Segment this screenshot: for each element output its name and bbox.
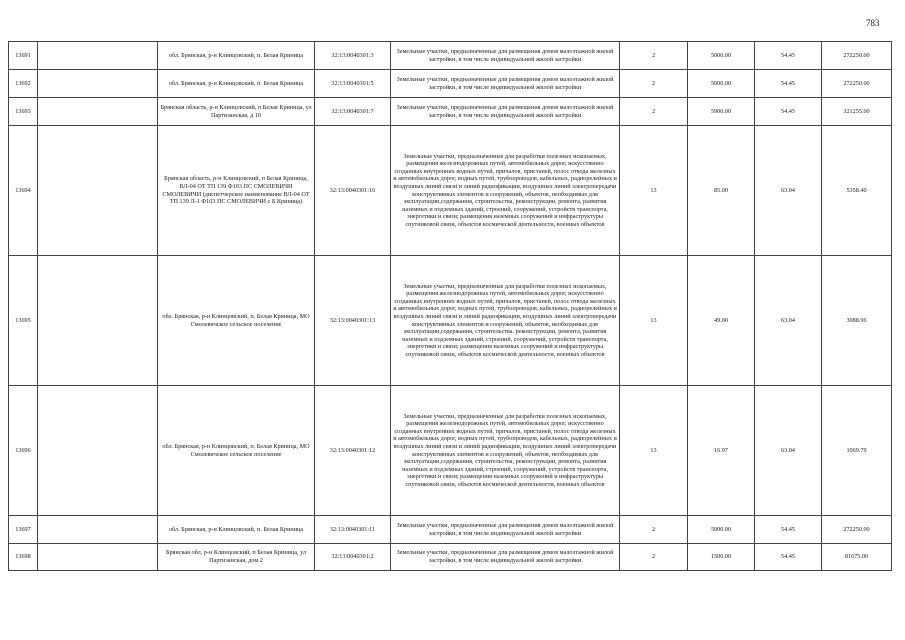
row-number: 13698 [9, 544, 38, 571]
group-cell: 2 [620, 544, 688, 571]
row-number: 13695 [9, 256, 38, 386]
blank-cell [38, 386, 158, 516]
address-cell: обл. Брянская, р-н Клинцовский, п. Белая Криница [158, 42, 315, 70]
blank-cell [38, 126, 158, 256]
address-cell: обл. Брянская, р-н Клинцовский, п. Белая Криница [158, 70, 315, 98]
blank-cell [38, 544, 158, 571]
cadastre-table [8, 41, 892, 571]
blank-cell [38, 98, 158, 126]
cadastral-number-cell: 32:13:0040301:11 [315, 516, 391, 544]
table-row [9, 70, 892, 98]
cadastral-value-cell: 272250.00 [822, 70, 892, 98]
blank-cell [38, 256, 158, 386]
rate-cell: 54.45 [755, 42, 822, 70]
blank-cell [38, 516, 158, 544]
cadastral-number-cell: 32:13:0040301:16 [315, 126, 391, 256]
area-cell: 5900.00 [688, 98, 755, 126]
land-use-cell: Земельные участки, предназначенные для размещения домов малоэтажной жилой застройки, в том числе индивидуальной жилой застройки [391, 42, 620, 70]
group-cell: 13 [620, 256, 688, 386]
land-use-cell: Земельные участки, предназначенные для разработки полезных ископаемых, размещения железнодорожных путей, автомобильных дорог, искусственно созданных внутренних водных путей, причалов, пристаней, полос отвода железных и автомобильных дорог, водных путей, трубопроводов, кабельных, радиорелейных и воздушных линий связи и линий радиофикации, воздушных линий электропередачи конструктивных элементов и сооружений, объектов, необходимых для эксплуатации,содержания, строительства, реконструкции, ремонта, развития наземных и подземных зданий, строений, сооружений, устройств транспорта, энергетики и связи; размещения наземных сооружений и инфраструктуры спутниковой связи, объектов космической деятельности, военных объектов [391, 256, 620, 386]
page-number: 783 [866, 18, 880, 28]
rate-cell: 63.04 [755, 126, 822, 256]
area-cell: 85.00 [688, 126, 755, 256]
group-cell: 2 [620, 70, 688, 98]
group-cell: 13 [620, 386, 688, 516]
group-cell: 13 [620, 126, 688, 256]
rate-cell: 63.04 [755, 386, 822, 516]
address-cell: Брянская область, р-н Клинцовский, п Белая Криница, ул Партизанская, д 10 [158, 98, 315, 126]
cadastral-value-cell: 81675.00 [822, 544, 892, 571]
table-row [9, 256, 892, 386]
land-use-cell: Земельные участки, предназначенные для размещения домов малоэтажной жилой застройки, в том числе индивидуальной жилой застройки [391, 98, 620, 126]
group-cell: 2 [620, 516, 688, 544]
area-cell: 5000.00 [688, 70, 755, 98]
group-cell: 2 [620, 42, 688, 70]
rate-cell: 54.45 [755, 544, 822, 571]
cadastral-number-cell: 32:13:0040301:5 [315, 70, 391, 98]
row-number: 13696 [9, 386, 38, 516]
address-cell: Брянская область, р-н Клинцовский, п Белая Криница, ВЛ-04 ОТ ТП 139 Ф103 ПС СМОЛЕВИЧИ СМОЛЕВИЧИ (диспетчерское наименование ВЛ-04 ОТ ТП 139 Л-1 Ф103 ПС СМОЛЕВИЧИ с Б Криница) [158, 126, 315, 256]
cadastral-value-cell: 272250.00 [822, 516, 892, 544]
address-cell: обл. Брянская, р-н Клинцовский, п. Белая Криница, МО Смолевичское сельское поселение [158, 386, 315, 516]
rate-cell: 63.04 [755, 256, 822, 386]
address-cell: обл. Брянская, р-н Клинцовский, п. Белая Криница, МО Смолевичское сельское поселение [158, 256, 315, 386]
rate-cell: 54.45 [755, 98, 822, 126]
land-use-cell: Земельные участки, предназначенные для размещения домов малоэтажной жилой застройки, в том числе индивидуальной жилой застройки [391, 544, 620, 571]
table-row [9, 386, 892, 516]
table-row [9, 126, 892, 256]
row-number: 13694 [9, 126, 38, 256]
land-use-cell: Земельные участки, предназначенные для размещения домов малоэтажной жилой застройки, в том числе индивидуальной жилой застройки [391, 70, 620, 98]
group-cell: 2 [620, 98, 688, 126]
cadastral-value-cell: 321255.00 [822, 98, 892, 126]
cadastral-number-cell: 32:13:0040301:12 [315, 386, 391, 516]
table-row [9, 98, 892, 126]
area-cell: 5000.00 [688, 516, 755, 544]
cadastral-number-cell: 32:13:0040301:2 [315, 544, 391, 571]
row-number: 13691 [9, 42, 38, 70]
table-row [9, 516, 892, 544]
row-number: 13697 [9, 516, 38, 544]
cadastral-number-cell: 32:13:0040301:7 [315, 98, 391, 126]
blank-cell [38, 70, 158, 98]
blank-cell [38, 42, 158, 70]
cadastral-value-cell: 3088.96 [822, 256, 892, 386]
cadastral-value-cell: 272250.00 [822, 42, 892, 70]
table-row [9, 42, 892, 70]
land-use-cell: Земельные участки, предназначенные для разработки полезных ископаемых, размещения железнодорожных путей, автомобильных дорог, искусственно созданных внутренних водных путей, причалов, пристаней, полос отвода железных и автомобильных дорог, водных путей, трубопроводов, кабельных, радиорелейных и воздушных линий связи и линий радиофикации, воздушных линий электропередачи конструктивных элементов и сооружений, объектов, необходимых для эксплуатации,содержания, строительства, реконструкции, ремонта, развития наземных и подземных зданий, строений, сооружений, устройств транспорта, энергетики и связи; размещения наземных сооружений и инфраструктуры спутниковой связи, объектов космической деятельности, военных объектов [391, 386, 620, 516]
area-cell: 49.00 [688, 256, 755, 386]
area-cell: 1500.00 [688, 544, 755, 571]
cadastral-value-cell: 5358.40 [822, 126, 892, 256]
cadastral-number-cell: 32:13:0040301:3 [315, 42, 391, 70]
row-number: 13693 [9, 98, 38, 126]
table-row [9, 544, 892, 571]
row-number: 13692 [9, 70, 38, 98]
rate-cell: 54.45 [755, 70, 822, 98]
land-use-cell: Земельные участки, предназначенные для разработки полезных ископаемых, размещения железнодорожных путей, автомобильных дорог, искусственно созданных внутренних водных путей, причалов, пристаней, полос отвода железных и автомобильных дорог, водных путей, трубопроводов, кабельных, радиорелейных и воздушных линий связи и линий радиофикации, воздушных линий электропередачи конструктивных элементов и сооружений, объектов, необходимых для эксплуатации,содержания, строительства, реконструкции, ремонта, развития наземных и подземных зданий, строений, сооружений, устройств транспорта, энергетики и связи; размещения наземных сооружений и инфраструктуры спутниковой связи, объектов космической деятельности, военных объектов [391, 126, 620, 256]
cadastral-number-cell: 32:13:0040301:13 [315, 256, 391, 386]
address-cell: Брянская обл, р-н Клинцовский, п Белая Криница, ул Партизанская, дом 2 [158, 544, 315, 571]
area-cell: 5000.00 [688, 42, 755, 70]
area-cell: 16.97 [688, 386, 755, 516]
cadastral-value-cell: 1069.79 [822, 386, 892, 516]
land-use-cell: Земельные участки, предназначенные для размещения домов малоэтажной жилой застройки, в том числе индивидуальной жилой застройки [391, 516, 620, 544]
rate-cell: 54.45 [755, 516, 822, 544]
address-cell: обл. Брянская, р-н Клинцовский, п. Белая Криница [158, 516, 315, 544]
